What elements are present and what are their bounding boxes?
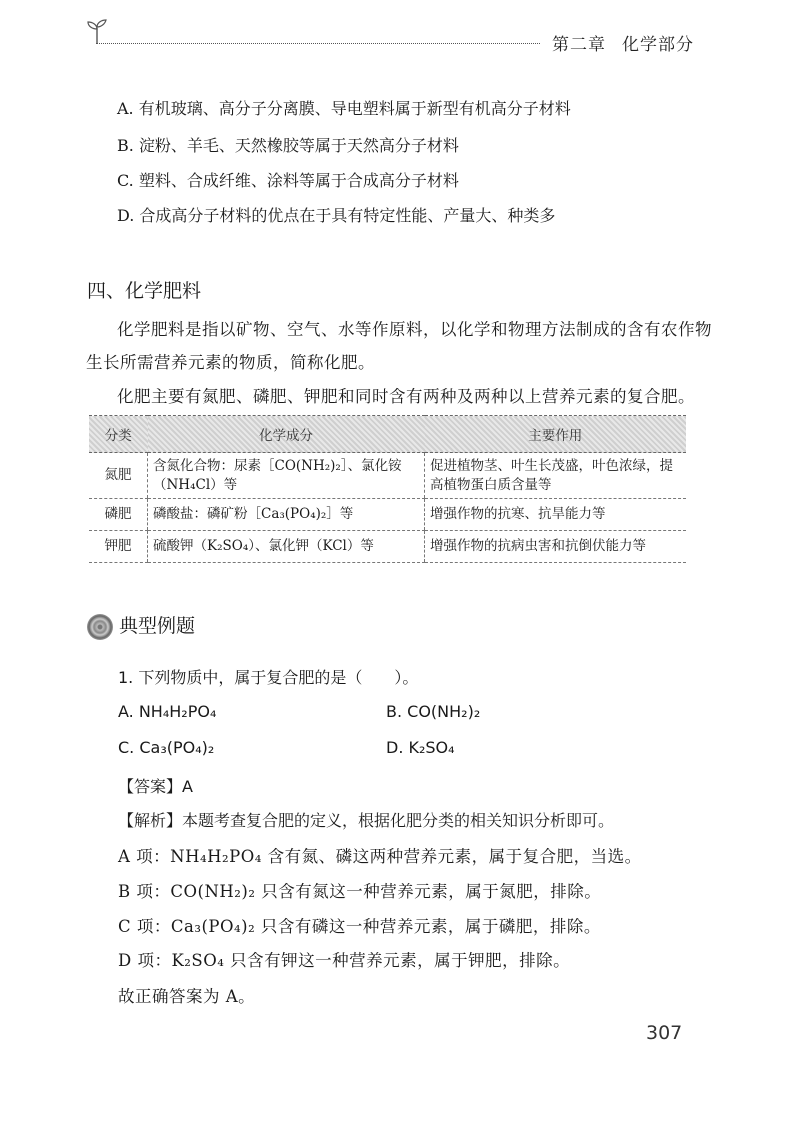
paragraph-1-line-2: 生长所需营养元素的物质，简称化肥。 bbox=[86, 353, 375, 372]
question-text: 1. 下列物质中，属于复合肥的是（ ）。 bbox=[118, 668, 419, 687]
table-cell-effect: 增强作物的抗病虫害和抗倒伏能力等 bbox=[425, 531, 687, 563]
answer-option-a: A. NH₄H₂PO₄ bbox=[118, 702, 217, 721]
answer-option-b: B. CO(NH₂)₂ bbox=[386, 702, 481, 721]
answer-line bbox=[118, 774, 193, 797]
analysis-label: 【解析】 bbox=[118, 811, 183, 830]
table-row bbox=[89, 453, 686, 499]
table-header-cell: 分类 bbox=[89, 416, 148, 453]
chapter-label: 第二章 bbox=[552, 35, 606, 55]
example-title: 典型例题 bbox=[119, 615, 196, 637]
table-cell-category: 钾肥 bbox=[89, 531, 148, 563]
paragraph-2: 化肥主要有氮肥、磷肥、钾肥和同时含有两种及两种以上营养元素的复合肥。 bbox=[117, 387, 695, 406]
answer-label: 【答案】 bbox=[118, 777, 183, 796]
example-badge-icon bbox=[87, 614, 113, 640]
table-cell-effect: 增强作物的抗寒、抗旱能力等 bbox=[425, 499, 687, 531]
table-cell-composition: 硫酸钾（K₂SO₄）、氯化钾（KCl）等 bbox=[148, 531, 425, 563]
table-cell-composition: 磷酸盐：磷矿粉［Ca₃(PO₄)₂］等 bbox=[148, 499, 425, 531]
analysis-text: 本题考查复合肥的定义，根据化肥分类的相关知识分析即可。 bbox=[182, 811, 615, 830]
option-c-line: C. 塑料、合成纤维、涂料等属于合成高分子材料 bbox=[117, 171, 459, 190]
running-header bbox=[552, 30, 694, 55]
leaf-ornament-icon bbox=[86, 18, 108, 44]
table-header-cell: 化学成分 bbox=[148, 416, 425, 453]
table-header-row bbox=[89, 416, 686, 453]
analysis-item-b: B 项：CO(NH₂)₂ 只含有氮这一种营养元素，属于氮肥，排除。 bbox=[118, 882, 602, 901]
table-header-cell: 主要作用 bbox=[425, 416, 687, 453]
paragraph-1-line-1: 化学肥料是指以矿物、空气、水等作原料，以化学和物理方法制成的含有农作物 bbox=[117, 320, 712, 339]
option-b-line: B. 淀粉、羊毛、天然橡胶等属于天然高分子材料 bbox=[117, 136, 459, 155]
option-d-line: D. 合成高分子材料的优点在于具有特定性能、产量大、种类多 bbox=[117, 206, 556, 225]
answer-option-c: C. Ca₃(PO₄)₂ bbox=[118, 738, 215, 757]
table-row bbox=[89, 499, 686, 531]
table-cell-composition: 含氮化合物：尿素［CO(NH₂)₂］、氯化铵（NH₄Cl）等 bbox=[148, 453, 425, 499]
option-a-line: A. 有机玻璃、高分子分离膜、导电塑料属于新型有机高分子材料 bbox=[117, 99, 571, 118]
page-number: 307 bbox=[646, 1022, 683, 1044]
fertilizer-table bbox=[89, 415, 686, 563]
section-label: 化学部分 bbox=[622, 35, 694, 55]
conclusion-line: 故正确答案为 A。 bbox=[118, 987, 256, 1006]
table-cell-category: 磷肥 bbox=[89, 499, 148, 531]
analysis-line bbox=[118, 808, 614, 831]
analysis-item-c: C 项：Ca₃(PO₄)₂ 只含有磷这一种营养元素，属于磷肥，排除。 bbox=[118, 917, 601, 936]
analysis-item-d: D 项：K₂SO₄ 只含有钾这一种营养元素，属于钾肥，排除。 bbox=[118, 951, 571, 970]
table-row bbox=[89, 531, 686, 563]
header-rule bbox=[96, 43, 540, 44]
answer-option-d: D. K₂SO₄ bbox=[386, 738, 455, 757]
table-cell-effect: 促进植物茎、叶生长茂盛，叶色浓绿，提高植物蛋白质含量等 bbox=[425, 453, 687, 499]
section-heading: 四、化学肥料 bbox=[87, 280, 202, 302]
table-cell-category: 氮肥 bbox=[89, 453, 148, 499]
answer-value: A bbox=[182, 777, 193, 796]
analysis-item-a: A 项：NH₄H₂PO₄ 含有氮、磷这两种营养元素，属于复合肥，当选。 bbox=[118, 847, 642, 866]
